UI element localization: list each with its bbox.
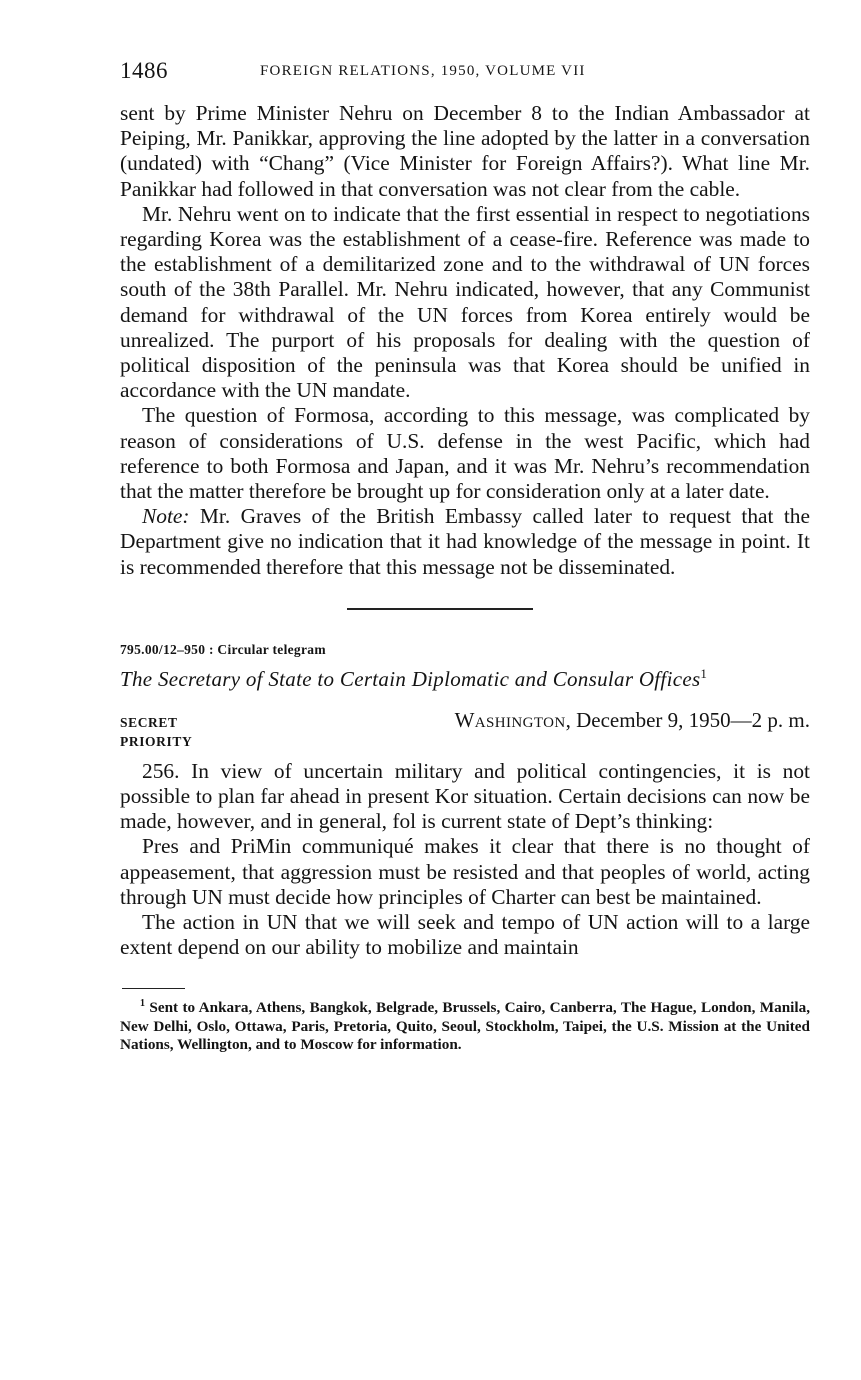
note-text: Mr. Graves of the British Embassy called later to request that the Department give no indication that it had knowledge of the message in point. It is recommended therefore that this message not be disseminated. [120,504,810,579]
file-reference: 795.00/12–950 : Circular telegram [120,641,326,657]
footnote [120,995,810,1054]
telegram-paragraph-communique: Pres and PriMin communiqué makes it clear that there is no thought of appeasement, that aggression must be resisted and that peoples of world, acting through UN must decide how principles of Charter can best be maintained. [120,834,810,909]
dateline-date: , December 9, 1950—2 p. m. [565,707,810,732]
running-head-title: FOREIGN RELATIONS, 1950, VOLUME VII [260,63,586,79]
telegram-paragraph-un-action: The action in UN that we will seek and tempo of UN action will to a large extent depend on our ability to mobilize and maintain [120,910,810,960]
telegram-body [120,759,810,961]
footnote-number: 1 [140,998,145,1010]
memorandum-body [120,101,810,580]
running-head [120,58,810,92]
footnote-marker: 1 [700,665,708,681]
footnote-divider [122,988,185,989]
paragraph-continuation: sent by Prime Minister Nehru on December 8 to the Indian Ambassador at Peiping, Mr. Panikkar, approving the line adopted by the latter in a conversation (undated) with “Chang” (Vice Minister for Foreign Affairs?). What line Mr. Panikkar had followed in that conversation was not clear from the cable. [120,101,810,201]
document-title [120,666,810,692]
page-number: 1486 [120,58,168,83]
paragraph-formosa: The question of Formosa, according to this message, was complicated by reason of considerations of U.S. defense in the west Pacific, which had reference to both Formosa and Japan, and it was Mr. Nehru’s recommendation that the matter therefore be brought up for consideration only at a later date. [120,403,810,504]
paragraph-note [120,504,810,580]
paragraph-nehru-ceasefire: Mr. Nehru went on to indicate that the first essential in respect to negotiations regarding Korea was the establishment of a cease-fire. Reference was made to the establishment of a demilitarized zone and to the withdrawal of UN forces south of the 38th Parallel. Mr. Nehru indicated, however, that any Communist demand for withdrawal of the UN forces from Korea entirely would be unrealized. The purport of his proposals for dealing with the question of political disposition of the peninsula was that Korea should be unified in accordance with the UN mandate. [120,201,810,403]
note-label: Note: [142,504,190,529]
dateline-row [120,708,810,738]
dateline [455,708,810,733]
section-divider [347,608,533,610]
classification-label: SECRET [120,714,178,730]
dateline-city: Washington [454,707,566,732]
telegram-paragraph-256: 256. In view of uncertain military and political contingencies, it is not possible to plan far ahead in present Kor situation. Certain decisions can now be made, however, and in general, fol is current state of Dept’s thinking: [120,758,810,834]
precedence-label: PRIORITY [120,733,193,749]
document-page [120,58,810,1054]
document-title-text: The Secretary of State to Certain Diplomatic and Consular Offices [120,666,701,691]
footnote-text: Sent to Ankara, Athens, Bangkok, Belgrade, Brussels, Cairo, Canberra, The Hague, London, Manila, New Delhi, Oslo, Ottawa, Paris, Pretoria, Quito, Seoul, Stockholm, Taipei, the U.S. Mission at the United Nations, Wellington, and to Moscow for information. [120,999,810,1054]
